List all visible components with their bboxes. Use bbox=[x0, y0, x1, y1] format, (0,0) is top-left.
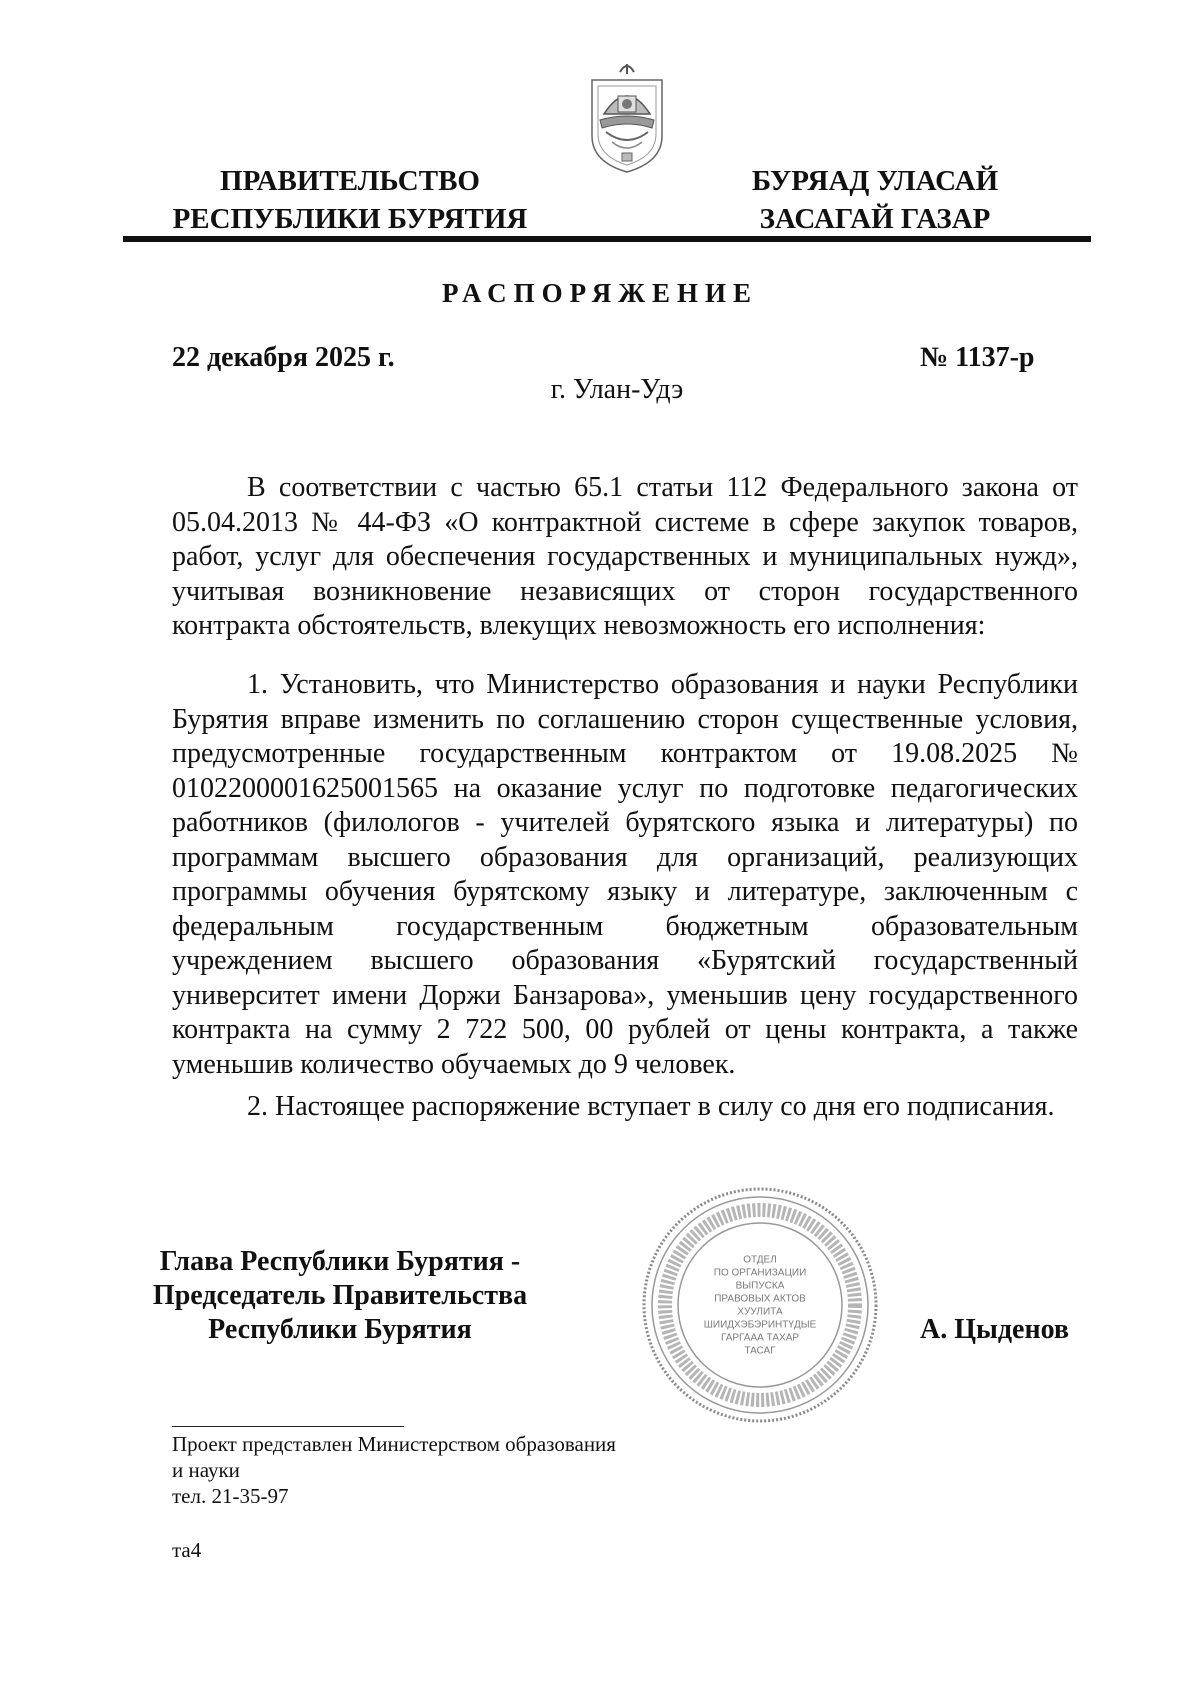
seal-text-line: ХУУЛИТА bbox=[737, 1306, 783, 1318]
document-date: 22 декабря 2025 г. bbox=[172, 342, 395, 373]
header-right-line2: ЗАСАГАЙ ГАЗАР bbox=[759, 203, 991, 235]
footnote-line3: тел. 21-35-97 bbox=[172, 1484, 289, 1508]
seal-text-line: ГАРГААА ТАХАР bbox=[720, 1332, 800, 1344]
seal-text-line: ТАСАГ bbox=[744, 1345, 776, 1357]
document-city: г. Улан-Удэ bbox=[550, 374, 684, 405]
signatory-title-line3: Республики Бурятия bbox=[208, 1314, 472, 1345]
header-right-block bbox=[725, 162, 1025, 238]
item-2-paragraph: 2. Настоящее распоряжение вступает в силу со дня его подписания. bbox=[247, 1091, 1055, 1122]
signatory-title-line1: Глава Республики Бурятия - bbox=[159, 1246, 521, 1277]
seal-text-line: ШИИДХЭБЭРИНТҮДЫЕ bbox=[703, 1319, 817, 1331]
header-right-line1: БУРЯАД УЛАСАЙ bbox=[751, 165, 999, 197]
official-seal bbox=[640, 1185, 880, 1425]
signatory-title bbox=[150, 1245, 530, 1347]
document-number: № 1137-р bbox=[920, 342, 1035, 373]
header-divider bbox=[123, 236, 1091, 242]
preamble-paragraph: В соответствии с частью 65.1 статьи 112 Федерального закона от 05.04.2013 № 44-ФЗ «О контрактной системе в сфере закупок товаров, работ, услуг для обеспечения государственных и муниципальных нужд», учитывая возникновение независящих от сторон государственного контракта обстоятельств, влекущих невозможность его исполнения: bbox=[172, 472, 1078, 641]
coat-of-arms-emblem bbox=[582, 58, 672, 176]
footnote-tag: та4 bbox=[172, 1538, 202, 1562]
seal-text-line: ПРАВОВЫХ АКТОВ bbox=[714, 1293, 806, 1305]
header-left-line1: ПРАВИТЕЛЬСТВО bbox=[220, 165, 480, 197]
footnote bbox=[172, 1431, 772, 1509]
item-1-paragraph: 1. Установить, что Министерство образования и науки Республики Бурятия вправе изменить по соглашению сторон существенные условия, предусмотренные государственным контрактом от 19.08.2025 № 0102200001625001565 на оказание услуг по подготовке педагогических работников (филологов - учителей бурятского языка и литературы) по программам высшего образования для организаций, реализующих программы обучения бурятскому языку и литературе, заключенным с федеральным государственным бюджетным образовательным учреждением высшего образования «Бурятский государственный университет имени Доржи Банзарова», уменьшив цену государственного контракта на сумму 2 722 500, 00 рублей от цены контракта, а также уменьшив количество обучаемых до 9 человек. bbox=[172, 669, 1078, 1080]
footnote-divider bbox=[172, 1426, 404, 1427]
seal-text-line: ОТДЕЛ bbox=[743, 1254, 777, 1266]
document-type-title: РАСПОРЯЖЕНИЕ bbox=[441, 278, 759, 308]
footnote-line1: Проект представлен Министерством образования bbox=[172, 1432, 616, 1456]
seal-text-line: ВЫПУСКА bbox=[735, 1280, 785, 1292]
signatory-title-line2: Председатель Правительства bbox=[152, 1280, 528, 1311]
footnote-line2: и науки bbox=[172, 1458, 240, 1482]
header-left-block bbox=[160, 162, 540, 238]
signatory-name: А. Цыденов bbox=[920, 1314, 1070, 1345]
header-left-line2: РЕСПУБЛИКИ БУРЯТИЯ bbox=[172, 203, 528, 235]
seal-text-line: ПО ОРГАНИЗАЦИИ bbox=[713, 1267, 807, 1279]
